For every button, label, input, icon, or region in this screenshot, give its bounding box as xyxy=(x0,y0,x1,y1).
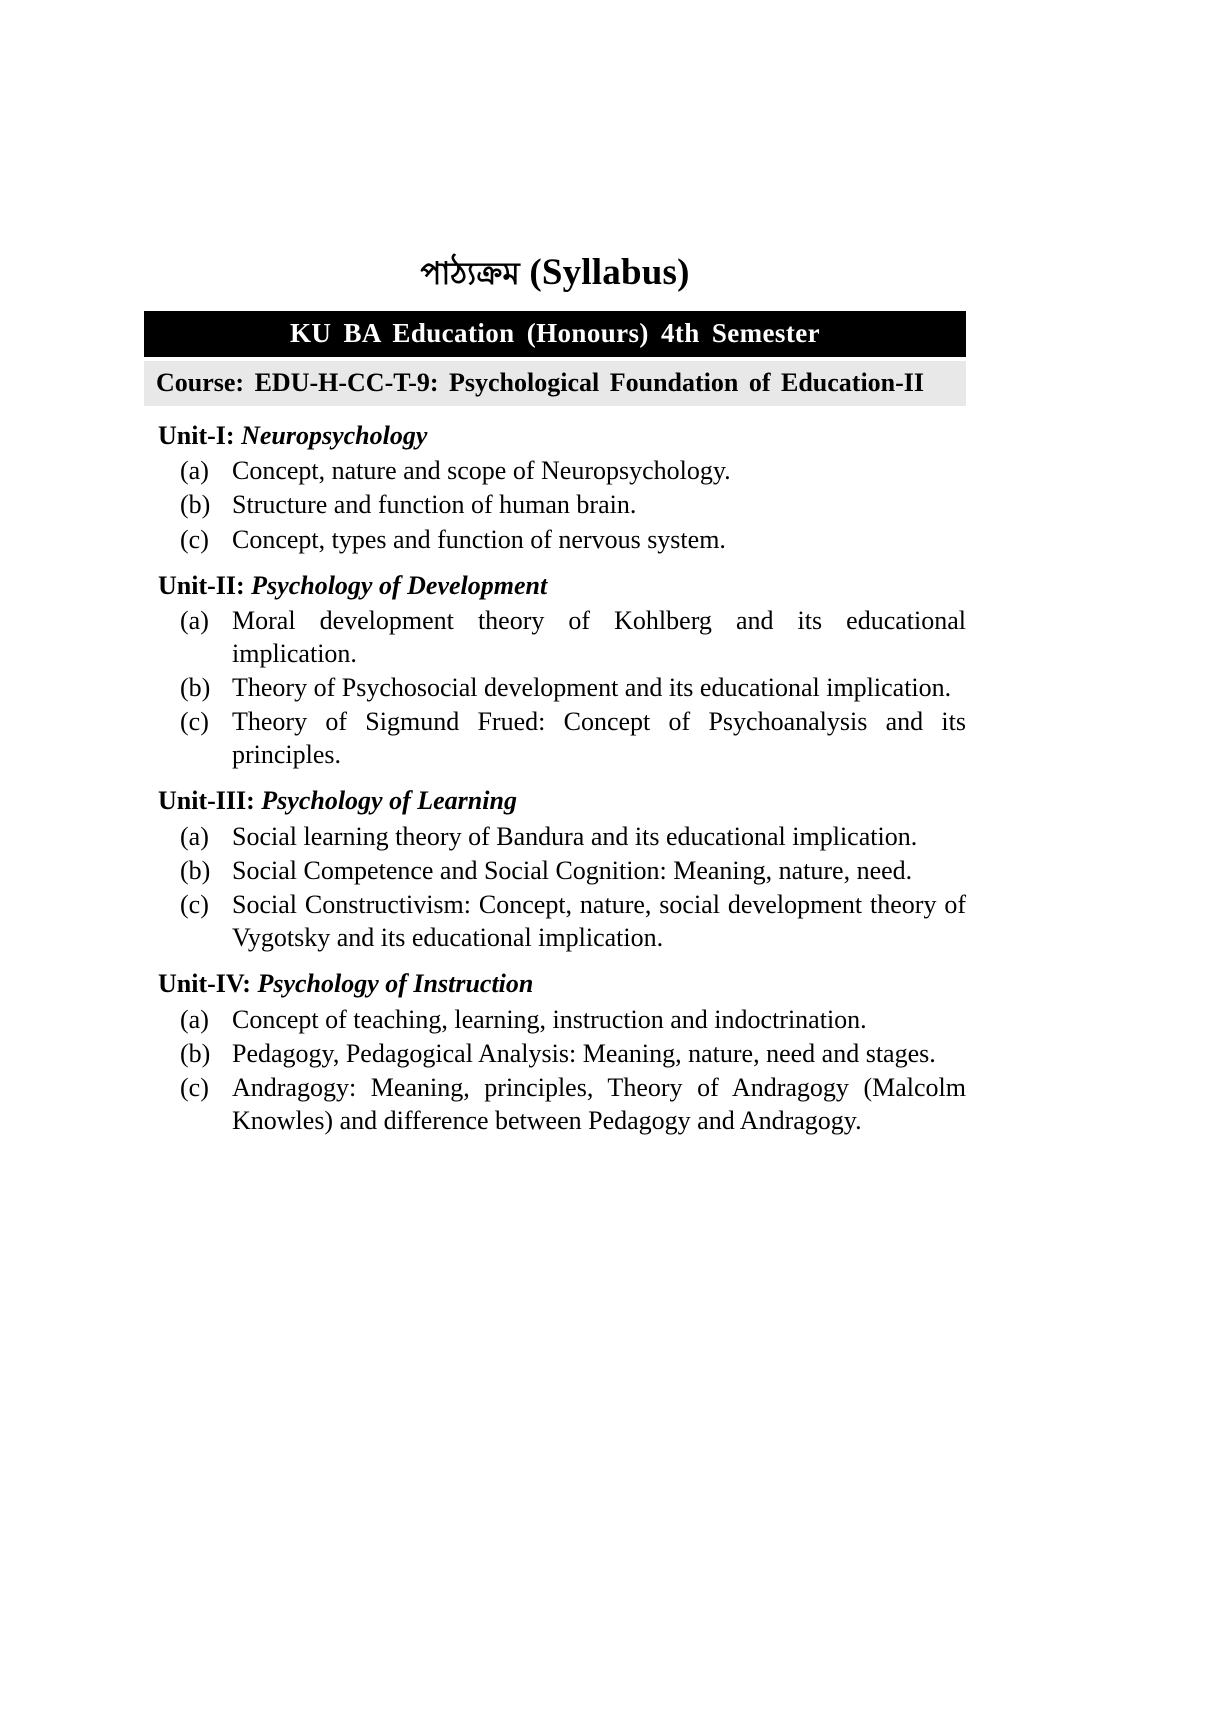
unit-heading xyxy=(158,784,966,818)
unit-label: Unit-II: xyxy=(158,570,245,600)
unit-item xyxy=(180,888,966,954)
unit-item-marker: (c) xyxy=(180,524,209,554)
unit-item-marker: (b) xyxy=(180,673,211,703)
unit-item-marker: (c) xyxy=(180,890,209,920)
unit-items xyxy=(144,604,966,771)
unit-item-marker: (c) xyxy=(180,707,209,737)
unit-topic: Psychology of Instruction xyxy=(257,969,534,999)
unit-item-marker: (a) xyxy=(180,1005,209,1035)
unit-item xyxy=(180,1037,966,1070)
unit-topic: Neuropsychology xyxy=(241,420,428,450)
unit-item xyxy=(180,488,966,521)
unit-item xyxy=(180,671,966,704)
program-banner: KU BA Education (Honours) 4th Semester xyxy=(144,311,966,357)
unit-item-text: Moral development theory of Kohlberg and its educational implication. xyxy=(232,606,966,669)
unit-item xyxy=(180,820,966,853)
unit-item xyxy=(180,454,966,487)
unit-item-text: Structure and function of human brain. xyxy=(232,490,637,520)
unit-item-text: Theory of Sigmund Frued: Concept of Psychoanalysis and its principles. xyxy=(232,707,966,770)
unit-item xyxy=(180,1003,966,1036)
unit-section xyxy=(144,419,966,556)
unit-item xyxy=(180,604,966,670)
unit-item xyxy=(180,854,966,887)
unit-items xyxy=(144,820,966,954)
unit-item-text: Pedagogy, Pedagogical Analysis: Meaning, nature, need and stages. xyxy=(232,1039,936,1069)
unit-item-text: Concept of teaching, learning, instruction and indoctrination. xyxy=(232,1005,867,1035)
unit-heading xyxy=(158,419,966,453)
unit-item-marker: (c) xyxy=(180,1073,209,1103)
unit-label: Unit-IV: xyxy=(158,969,251,999)
unit-items xyxy=(144,1003,966,1137)
page-title-bengali: পাঠ্যক্রম xyxy=(420,256,520,292)
unit-item-marker: (b) xyxy=(180,490,211,520)
unit-item xyxy=(180,1071,966,1137)
unit-section xyxy=(144,569,966,772)
page-title-english: (Syllabus) xyxy=(529,252,690,293)
unit-item-text: Social Competence and Social Cognition: Meaning, nature, need. xyxy=(232,856,913,886)
unit-item-text: Social Constructivism: Concept, nature, social development theory of Vygotsky and its educational implication. xyxy=(232,890,966,953)
unit-topic: Psychology of Learning xyxy=(261,786,517,816)
unit-item-marker: (a) xyxy=(180,822,209,852)
unit-items xyxy=(144,454,966,555)
unit-item-marker: (b) xyxy=(180,856,211,886)
unit-item-text: Theory of Psychosocial development and its educational implication. xyxy=(232,673,952,703)
unit-item xyxy=(180,705,966,771)
unit-item-marker: (a) xyxy=(180,456,209,486)
unit-heading xyxy=(158,967,966,1001)
page-title xyxy=(144,252,966,295)
course-title-bar: Course: EDU-H-CC-T-9: Psychological Foundation of Education-II xyxy=(144,361,966,406)
unit-section xyxy=(144,967,966,1137)
unit-label: Unit-III: xyxy=(158,786,255,816)
unit-item-marker: (a) xyxy=(180,606,209,636)
unit-heading xyxy=(158,569,966,603)
unit-item-marker: (b) xyxy=(180,1039,211,1069)
unit-label: Unit-I: xyxy=(158,420,235,450)
unit-item-text: Social learning theory of Bandura and its educational implication. xyxy=(232,822,918,852)
unit-item-text: Concept, nature and scope of Neuropsychology. xyxy=(232,456,731,486)
unit-topic: Psychology of Development xyxy=(251,570,548,600)
unit-item-text: Andragogy: Meaning, principles, Theory of Andragogy (Malcolm Knowles) and difference between Pedagogy and Andragogy. xyxy=(232,1073,966,1136)
unit-section xyxy=(144,784,966,954)
page-content xyxy=(144,252,966,1138)
unit-item xyxy=(180,523,966,556)
unit-item-text: Concept, types and function of nervous system. xyxy=(232,524,726,554)
units-list xyxy=(144,419,966,1137)
